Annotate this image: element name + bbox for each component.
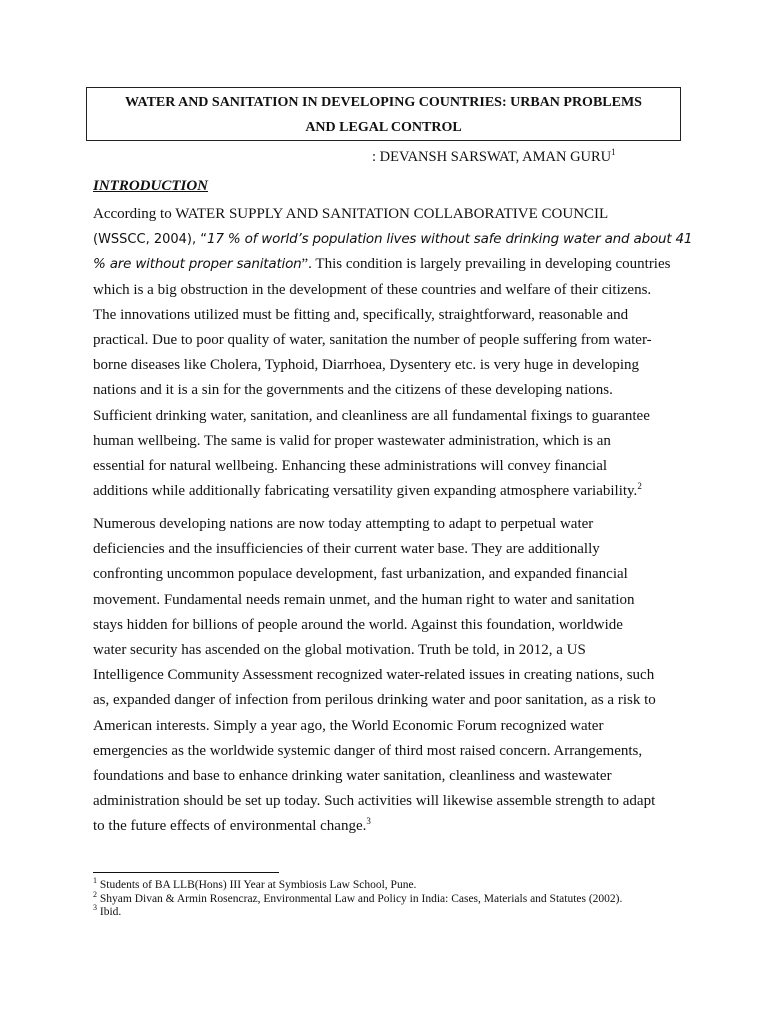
footnote-number: 1 [93, 876, 97, 886]
text-line: administration should be set up today. Such activities will likewise assemble strength to adapt [93, 793, 656, 810]
section-heading: INTRODUCTION [93, 178, 209, 194]
text-span: to the future effects of environmental change. [93, 818, 367, 835]
text-line: emergencies as the worldwide systemic danger of third most raised concern. Arrangements, [93, 742, 643, 759]
text-line: deficiencies and the insufficiencies of their current water base. They are additionally [93, 541, 600, 558]
text-line: essential for natural wellbeing. Enhancing these administrations will convey financial [93, 458, 608, 475]
footnote-number: 2 [93, 889, 97, 899]
paragraph-body [93, 512, 683, 840]
text-line: The innovations utilized must be fitting and, specifically, straightforward, reasonable and [93, 306, 629, 323]
text-line [93, 227, 693, 252]
footnote-item [93, 903, 683, 920]
text-line: nations and it is a sin for the governments and the citizens of these developing nations. [93, 382, 613, 399]
text-line: American interests. Simply a year ago, the World Economic Forum recognized water [93, 717, 604, 734]
text-line: movement. Fundamental needs remain unmet, and the human right to water and sanitation [93, 591, 635, 608]
text-line: foundations and base to enhance drinking water sanitation, cleanliness and wastewater [93, 768, 612, 785]
footnote-number: 3 [93, 903, 97, 913]
footnotes [93, 876, 683, 920]
text-line [93, 479, 683, 504]
citation-text: (WSSCC, 2004), “ [93, 232, 208, 248]
quote-text: % are without proper sanitation [93, 256, 302, 273]
author-names: : DEVANSH SARSWAT, AMAN GURU [372, 149, 612, 165]
author-line [372, 149, 616, 166]
footnote-item [93, 876, 683, 893]
text-line: human wellbeing. The same is valid for proper wastewater administration, which is an [93, 432, 611, 449]
author-footnote-ref: 1 [611, 147, 616, 158]
text-line: Numerous developing nations are now today attempting to adapt to perpetual water [93, 516, 594, 532]
text-line [93, 252, 683, 277]
footnote-ref: 2 [637, 481, 642, 492]
text-span: ”. This condition is largely prevailing in developing countries [301, 256, 671, 273]
text-line: Sufficient drinking water, sanitation, and cleanliness are all fundamental fixings to guarantee [93, 407, 650, 424]
footnote-item [93, 889, 683, 907]
text-line: which is a big obstruction in the development of these countries and welfare of their citizens. [93, 281, 652, 298]
footnote-text: Students of BA LLB(Hons) III Year at Symbiosis Law School, Pune. [97, 879, 417, 891]
paragraph-intro [93, 202, 693, 504]
footnote-ref: 3 [366, 816, 371, 827]
quote-text: 17 % of world’s population lives without safe drinking water and about 41 [207, 231, 693, 248]
footnote-text: Ibid. [97, 906, 122, 918]
text-line: Intelligence Community Assessment recognized water-related issues in creating nations, such [93, 667, 655, 684]
text-line: borne diseases like Cholera, Typhoid, Diarrhoea, Dysentery etc. is very huge in developing [93, 357, 640, 374]
text-line: as, expanded danger of infection from perilous drinking water and poor sanitation, as a risk to [93, 692, 656, 709]
footnote-divider [93, 872, 279, 873]
title-box [86, 87, 681, 141]
text-line: According to WATER SUPPLY AND SANITATION COLLABORATIVE COUNCIL [93, 206, 609, 222]
footnote-text: Shyam Divan & Armin Rosencraz, Environmental Law and Policy in India: Cases, Materials and Statutes (2002). [97, 892, 623, 905]
title-line-2: AND LEGAL CONTROL [305, 120, 462, 135]
text-line: practical. Due to poor quality of water, sanitation the number of people suffering from water- [93, 332, 652, 349]
text-line: stays hidden for billions of people around the world. Against this foundation, worldwide [93, 616, 623, 633]
text-line: water security has ascended on the global motivation. Truth be told, in 2012, a US [93, 642, 586, 659]
text-line [93, 814, 683, 839]
text-line: confronting uncommon populace development, fast urbanization, and expanded financial [93, 566, 628, 583]
text-span: additions while additionally fabricating versatility given expanding atmosphere variability. [93, 483, 638, 500]
title-line-1: WATER AND SANITATION IN DEVELOPING COUNTRIES: URBAN PROBLEMS [125, 95, 642, 110]
